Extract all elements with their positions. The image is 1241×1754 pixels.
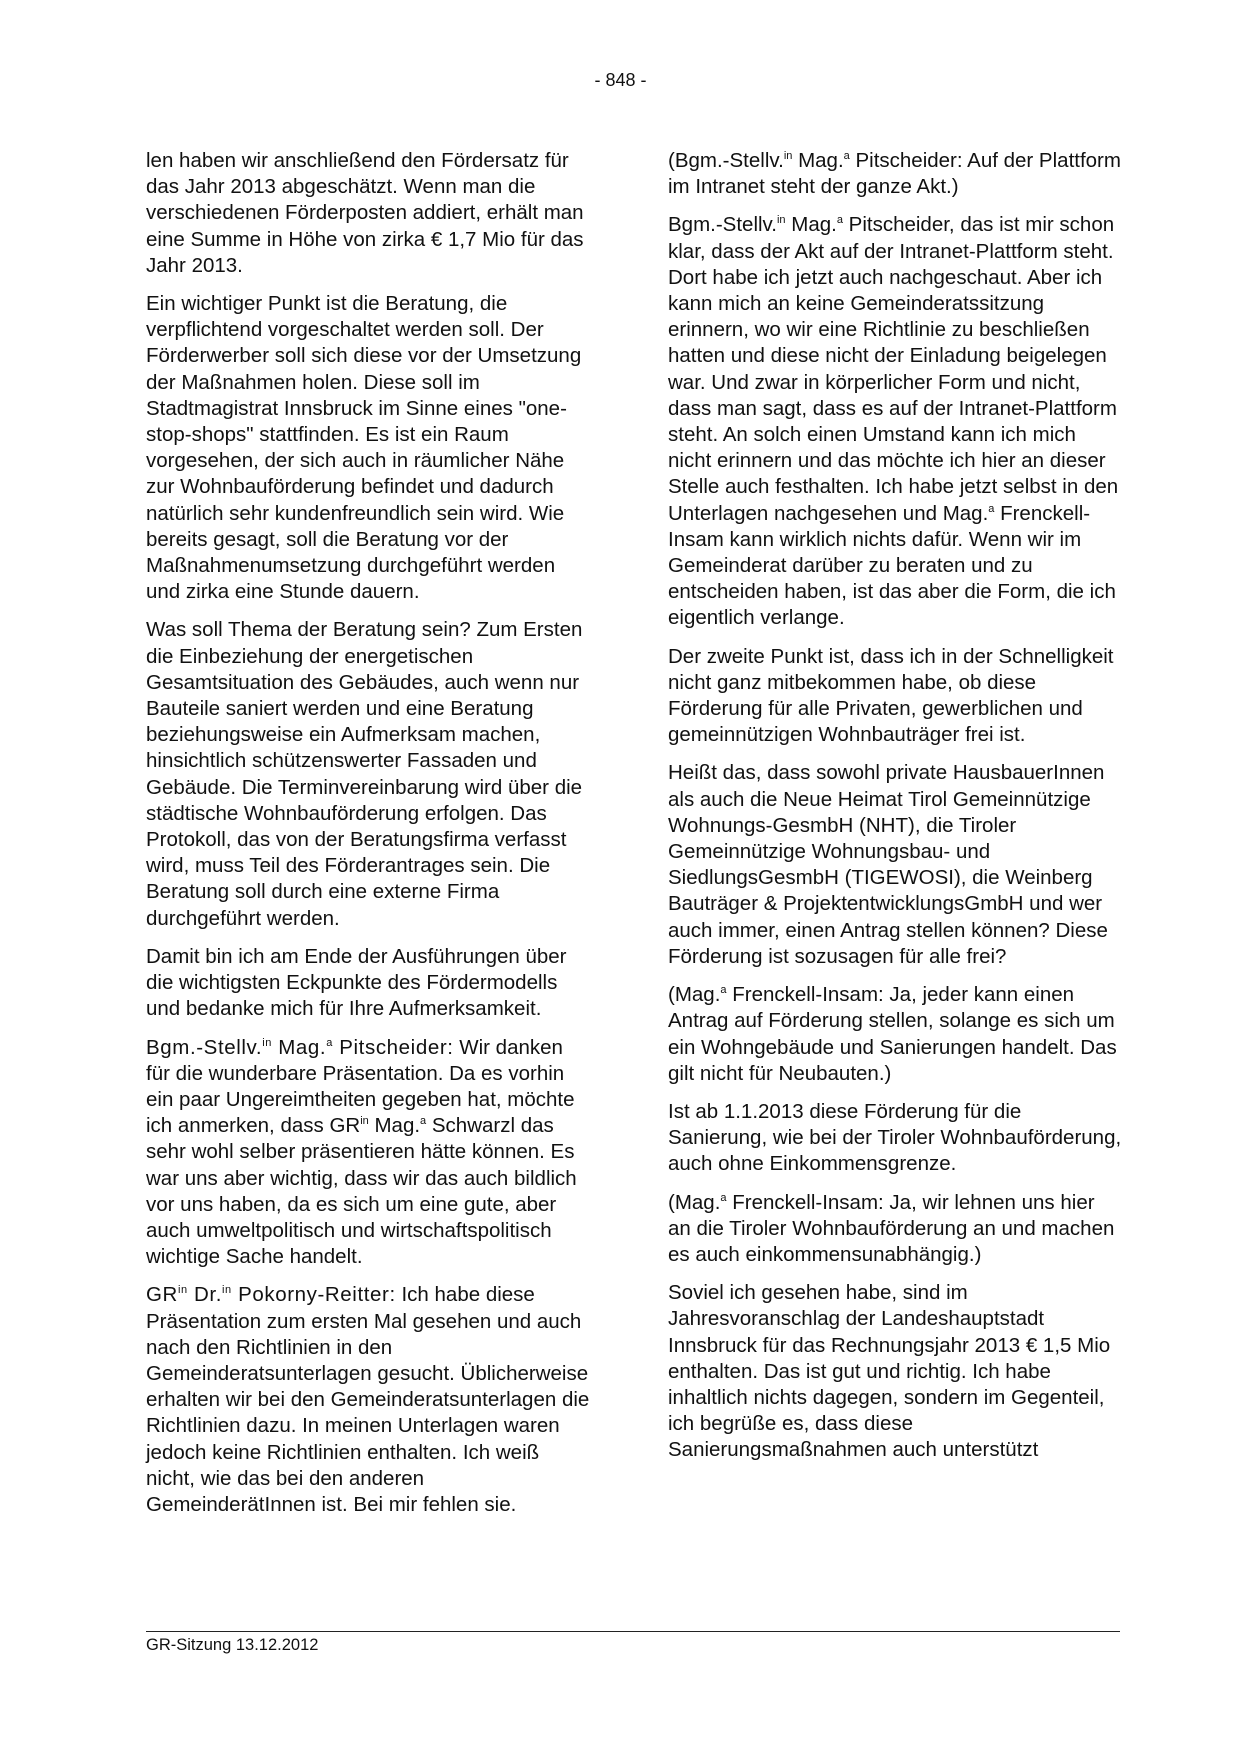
footer-divider (146, 1631, 1120, 1632)
interjection-paragraph: (Mag.$^a$ Frenckell-Insam: Ja, wir lehnen uns hier an die Tiroler Wohnbauförderung an und machen es auch einkommensunabhängig.) (668, 1190, 1115, 1266)
left-column (146, 148, 591, 1530)
right-column (668, 148, 1123, 1476)
footer-text: GR-Sitzung 13.12.2012 (146, 1636, 319, 1654)
speech-paragraph: $GR^{in}$ Dr.$^{in}$ Pokorny-Reitter: Ich habe diese Präsentation zum ersten Mal gesehen und auch nach den Richtlinien in den Gemeinderatsunterlagen gesucht. Üblicherweise erhalten wir bei den Gemeinderatsunterlagen die Richtlinien dazu. In meinen Unterlagen waren jedoch keine Richtlinien enthalten. Ich weiß nicht, wie das bei den anderen GemeinderätInnen ist. Bei mir fehlen sie. (146, 1283, 590, 1516)
speech-paragraph: Bgm.-Stellv.$^{in}$ Mag.$^a$ Pitscheider: Wir danken für die wunderbare Präsentation. Da es vorhin ein paar Ungereimtheiten gegeben hat, möchte ich anmerken, dass $GR^{in}$ Mag.$^a$ Schwarzl das sehr wohl selber präsentieren hätte können. Es war uns aber wichtig, dass wir das auch bildlich vor uns haben, da es sich um eine gute, aber auch umweltpolitisch und wirtschaftspolitisch wichtige Sache handelt. (146, 1035, 577, 1269)
interjection-paragraph: (Mag.$^a$ Frenckell-Insam: Ja, jeder kann einen Antrag auf Förderung stellen, solange es sich um ein Wohngebäude und Sanierungen handelt. Das gilt nicht für Neubauten.) (668, 983, 1117, 1085)
paragraph: Ein wichtiger Punkt ist die Beratung, die verpflichtend vorgeschaltet werden soll. Der Förderwerber soll sich diese vor der Umsetzung der Maßnahmen holen. Diese soll im Stadtmagistrat Innsbruck im Sinne eines "one-stop-shops" stattfinden. Es ist ein Raum vorgesehen, der sich auch in räumlicher Nähe zur Wohnbauförderung befindet und dadurch natürlich sehr kundenfreundlich sein wird. Wie bereits gesagt, soll die Beratung vor der Maßnahmenumsetzung durchgeführt werden und zirka eine Stunde dauern. (146, 292, 582, 604)
paragraph: Was soll Thema der Beratung sein? Zum Ersten die Einbeziehung der energetischen Gesamtsituation des Gebäudes, auch wenn nur Bauteile saniert werden und eine Beratung beziehungsweise ein Aufmerksam machen, hinsichtlich schützenswerter Fassaden und Gebäude. Die Terminvereinbarung wird über die städtische Wohnbauförderung erfolgen. Das Protokoll, das von der Beratungsfirma verfasst wird, muss Teil des Förderantrages sein. Die Beratung soll durch eine externe Firma durchgeführt werden. (146, 618, 583, 930)
interjection-paragraph: (Bgm.-Stellv.$^{in}$ Mag.$^a$ Pitscheider: Auf der Plattform im Intranet steht der ganze Akt.) (668, 149, 1121, 199)
paragraph: Damit bin ich am Ende der Ausführungen über die wichtigsten Eckpunkte des Fördermodells und bedanke mich für Ihre Aufmerksamkeit. (146, 944, 567, 1021)
paragraph: Der zweite Punkt ist, dass ich in der Schnelligkeit nicht ganz mitbekommen habe, ob diese Förderung für alle Privaten, gewerblichen und gemeinnützigen Wohnbauträger frei ist. (668, 644, 1114, 747)
paragraph: Bgm.-Stellv.$^{in}$ Mag.$^a$ Pitscheider, das ist mir schon klar, dass der Akt auf der Intranet-Plattform steht. Dort habe ich jetzt auch nachgeschaut. Aber ich kann mich an keine Gemeinderatssitzung erinnern, wo wir eine Richtlinie zu beschließen hatten und diese nicht der Einladung beigelegen war. Und zwar in körperlicher Form und nicht, dass man sagt, dass es auf der Intranet-Plattform steht. An solch einen Umstand kann ich mich nicht erinnern und das möchte ich hier an dieser Stelle auch festhalten. Ich habe jetzt selbst in den Unterlagen nachgesehen und Mag.$^a$ Frenckell-Insam kann wirklich nichts dafür. Wenn wir im Gemeinderat darüber zu beraten und zu entscheiden haben, ist das aber die Form, die ich eigentlich verlange. (668, 213, 1119, 630)
page-number: - 848 - (594, 70, 647, 90)
paragraph: Heißt das, dass sowohl private HausbauerInnen als auch die Neue Heimat Tirol Gemeinnützige Wohnungs-GesmbH (NHT), die Tiroler Gemeinnützige Wohnungsbau- und SiedlungsGesmbH (TIGEWOSI), die Weinberg Bauträger & ProjektentwicklungsGmbH und wer auch immer, einen Antrag stellen können? Diese Förderung ist sozusagen für alle frei? (668, 761, 1108, 968)
paragraph: Ist ab 1.1.2013 diese Förderung für die Sanierung, wie bei der Tiroler Wohnbauförderung, auch ohne Einkommensgrenze. (668, 1099, 1122, 1176)
speaker-name: $GR^{in}$ Dr.$^{in}$ Pokorny-Reitter: (146, 1283, 396, 1307)
speaker-name: Bgm.-Stellv.$^{in}$ Mag.$^a$ Pitscheider: (146, 1035, 454, 1059)
paragraph: len haben wir anschließend den Fördersatz für das Jahr 2013 abgeschätzt. Wenn man die verschiedenen Förderposten addiert, erhält man eine Summe in Höhe von zirka € 1,7 Mio für das Jahr 2013. (146, 149, 584, 277)
paragraph: Soviel ich gesehen habe, sind im Jahresvoranschlag der Landeshauptstadt Innsbruck für das Rechnungsjahr 2013 € 1,5 Mio enthalten. Das ist gut und richtig. Ich habe inhaltlich nichts dagegen, sondern im Gegenteil, ich begrüße es, dass diese Sanierungsmaßnahmen auch unterstützt (668, 1281, 1111, 1462)
